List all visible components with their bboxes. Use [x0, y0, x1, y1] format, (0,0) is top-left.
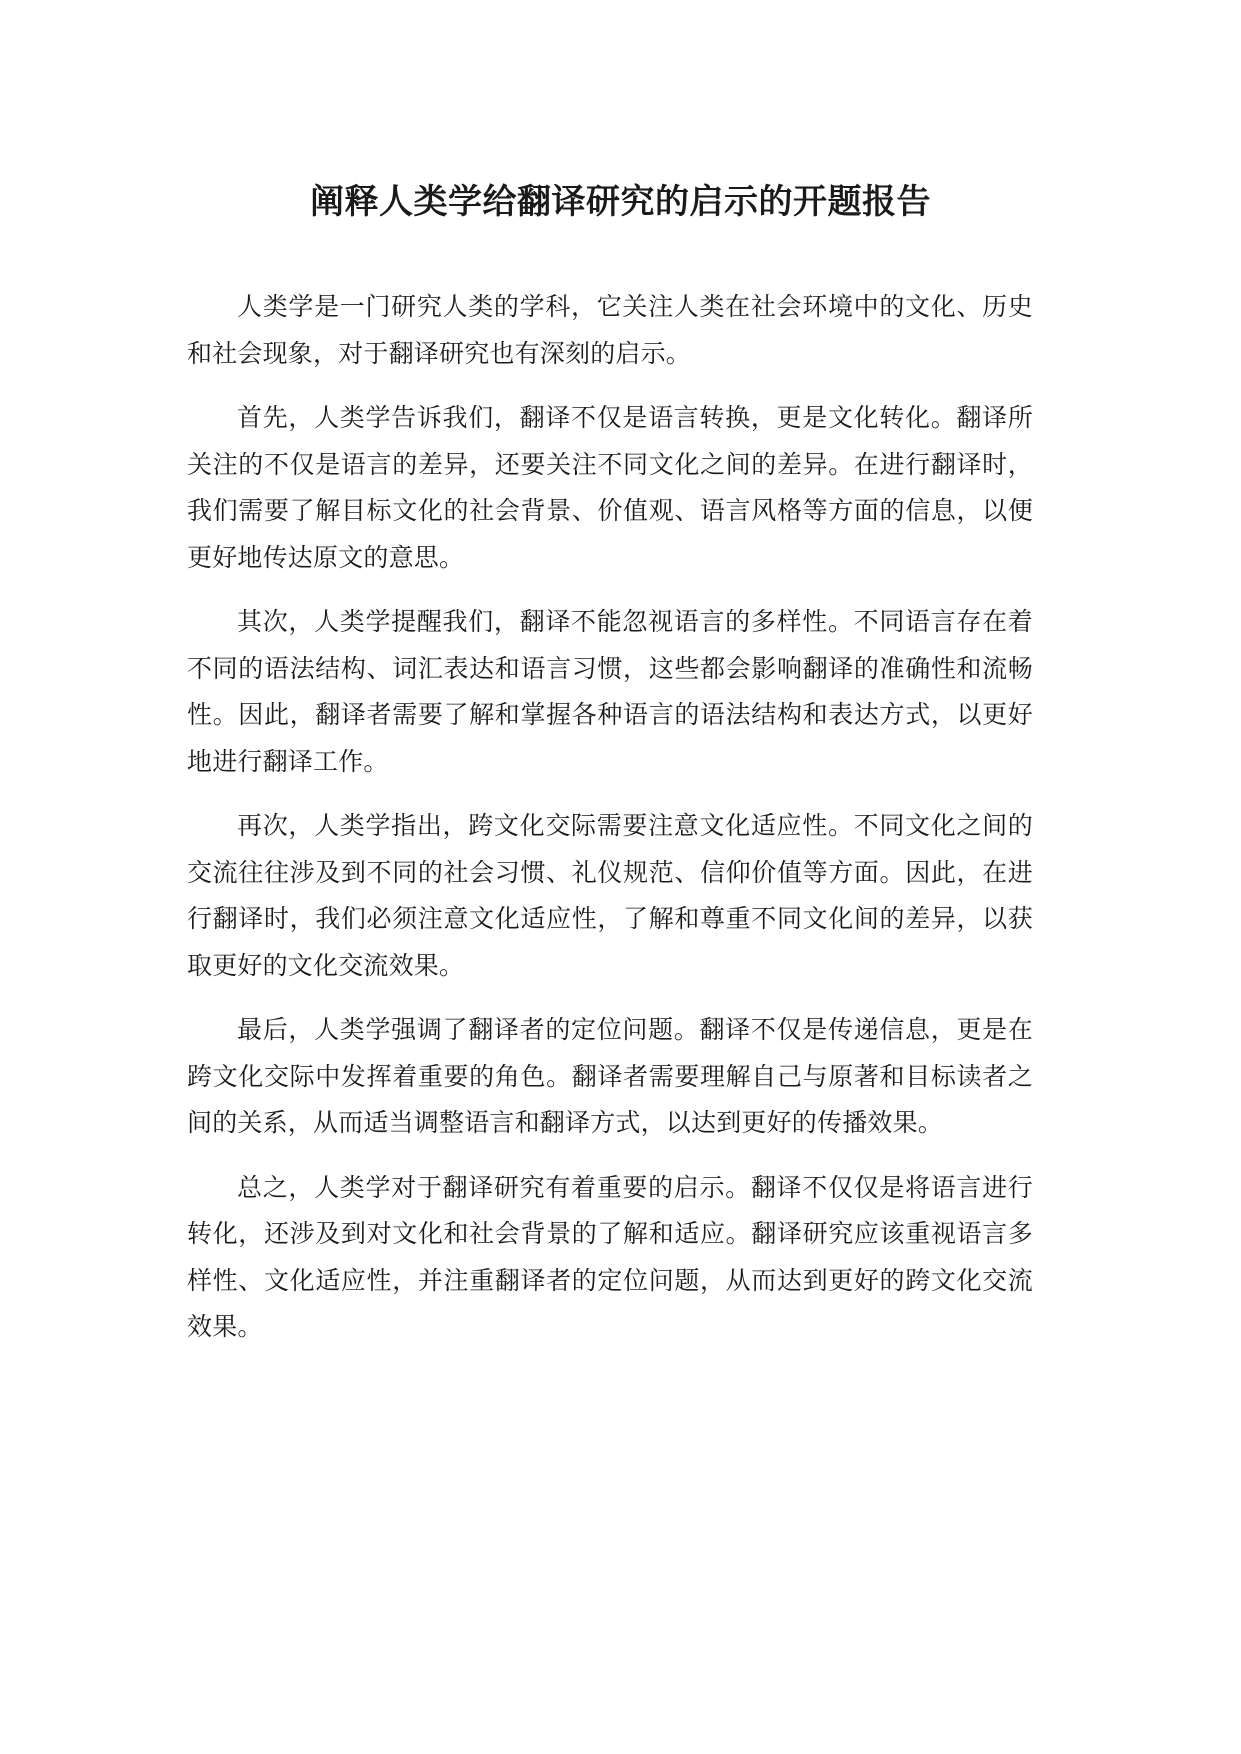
paragraph-intro: 人类学是一门研究人类的学科，它关注人类在社会环境中的文化、历史和社会现象，对于翻译研究也有深刻的启示。: [187, 292, 1033, 368]
document-body: [187, 284, 1033, 1369]
paragraph-second: 其次，人类学提醒我们，翻译不能忽视语言的多样性。不同语言存在着不同的语法结构、词汇表达和语言习惯，这些都会影响翻译的准确性和流畅性。因此，翻译者需要了解和掌握各种语言的语法结构和表达方式，以更好地进行翻译工作。: [187, 607, 1033, 776]
paragraph-third: 再次，人类学指出，跨文化交际需要注意文化适应性。不同文化之间的交流往往涉及到不同的社会习惯、礼仪规范、信仰价值等方面。因此，在进行翻译时，我们必须注意文化适应性，了解和尊重不同文化间的差异，以获取更好的文化交流效果。: [187, 811, 1033, 980]
paragraph-conclusion: 总之，人类学对于翻译研究有着重要的启示。翻译不仅仅是将语言进行转化，还涉及到对文化和社会背景的了解和适应。翻译研究应该重视语言多样性、文化适应性，并注重翻译者的定位问题，从而达到更好的跨文化交流效果。: [187, 1172, 1033, 1341]
paragraph-last: 最后，人类学强调了翻译者的定位问题。翻译不仅是传递信息，更是在跨文化交际中发挥着重要的角色。翻译者需要理解自己与原著和目标读者之间的关系，从而适当调整语言和翻译方式，以达到更好的传播效果。: [187, 1015, 1033, 1137]
document-title: 阐释人类学给翻译研究的启示的开题报告: [310, 182, 931, 222]
paragraph-first: 首先，人类学告诉我们，翻译不仅是语言转换，更是文化转化。翻译所关注的不仅是语言的差异，还要关注不同文化之间的差异。在进行翻译时，我们需要了解目标文化的社会背景、价值观、语言风格等方面的信息，以便更好地传达原文的意思。: [187, 403, 1033, 572]
